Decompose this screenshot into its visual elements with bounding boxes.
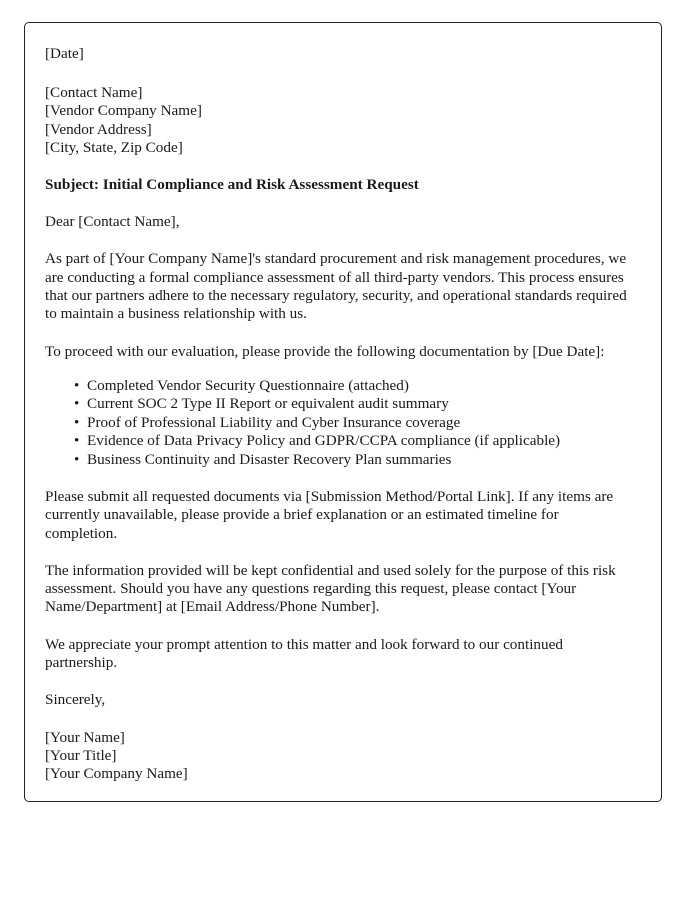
bullet-icon: • xyxy=(74,432,80,450)
paragraph-submission: Please submit all requested documents via [Submission Method/Portal Link]. If any items are currently unavailable, please provide a brief explanation or an estimated timeline for completion. xyxy=(45,487,614,542)
signature-line: [Your Name] xyxy=(45,728,125,746)
paragraph-closing: We appreciate your prompt attention to this matter and look forward to our continued partnership. xyxy=(45,635,563,672)
spacer-before-signature xyxy=(45,710,628,729)
paragraph-confidentiality: The information provided will be kept confidential and used solely for the purpose of this risk assessment. Should you have any questions regarding this request, please contact [Your Name/Department] at [Email Address/Phone Number]. xyxy=(45,561,616,616)
list-item-label: Current SOC 2 Type II Report or equivalent audit summary xyxy=(87,395,449,413)
date-line xyxy=(45,45,628,63)
spacer-after-intro xyxy=(45,324,628,343)
list-item-label: Proof of Professional Liability and Cyber Insurance coverage xyxy=(87,413,461,431)
paragraph-request: To proceed with our evaluation, please provide the following documentation by [Due Date]: xyxy=(45,342,605,360)
list-item xyxy=(74,395,628,413)
spacer-after-address xyxy=(45,157,628,176)
signature-line: [Your Title] xyxy=(45,746,117,764)
salutation-text: Dear [Contact Name], xyxy=(45,213,180,231)
list-item xyxy=(74,413,628,432)
address-line: [Vendor Address] xyxy=(45,120,152,138)
bullet-icon: • xyxy=(74,450,80,468)
bullet-icon: • xyxy=(74,413,80,431)
list-item xyxy=(74,432,628,450)
signature-line: [Your Company Name] xyxy=(45,764,188,782)
date-placeholder: [Date] xyxy=(45,45,84,62)
spacer-after-confidentiality xyxy=(45,617,628,636)
address-line: [Contact Name] xyxy=(45,84,143,102)
required-documents-list xyxy=(45,377,628,469)
address-line: [City, State, Zip Code] xyxy=(45,138,183,156)
paragraph-intro: As part of [Your Company Name]'s standard procurement and risk management procedures, we are conducting a formal compliance assessment of all third-party vendors. This process ensures that our partners adhere to the necessary regulatory, security, and operational standards required to maintain a business relationship with us. xyxy=(45,250,627,323)
spacer-after-date xyxy=(45,63,628,84)
letter-content xyxy=(45,45,628,783)
recipient-address-block xyxy=(45,84,628,157)
list-item-label: Evidence of Data Privacy Policy and GDPR/CCPA compliance (if applicable) xyxy=(87,432,561,450)
bullet-icon: • xyxy=(74,376,80,394)
subject-line: Subject: Initial Compliance and Risk Assessment Request xyxy=(45,176,419,194)
list-item-label: Completed Vendor Security Questionnaire (attached) xyxy=(87,376,409,394)
list-item xyxy=(74,450,628,469)
bullet-icon: • xyxy=(74,395,80,413)
signature-block xyxy=(45,729,628,784)
spacer-after-submission xyxy=(45,543,628,562)
spacer-before-list xyxy=(45,361,628,377)
spacer-after-salutation xyxy=(45,231,628,250)
sign-off: Sincerely, xyxy=(45,691,106,709)
spacer-after-subject xyxy=(45,194,628,213)
document-page-frame xyxy=(24,22,662,802)
list-item-label: Business Continuity and Disaster Recovery Plan summaries xyxy=(87,450,452,468)
spacer-after-closing xyxy=(45,672,628,691)
spacer-after-list xyxy=(45,469,628,488)
list-item xyxy=(74,376,628,395)
address-line: [Vendor Company Name] xyxy=(45,102,202,120)
salutation xyxy=(45,213,628,231)
